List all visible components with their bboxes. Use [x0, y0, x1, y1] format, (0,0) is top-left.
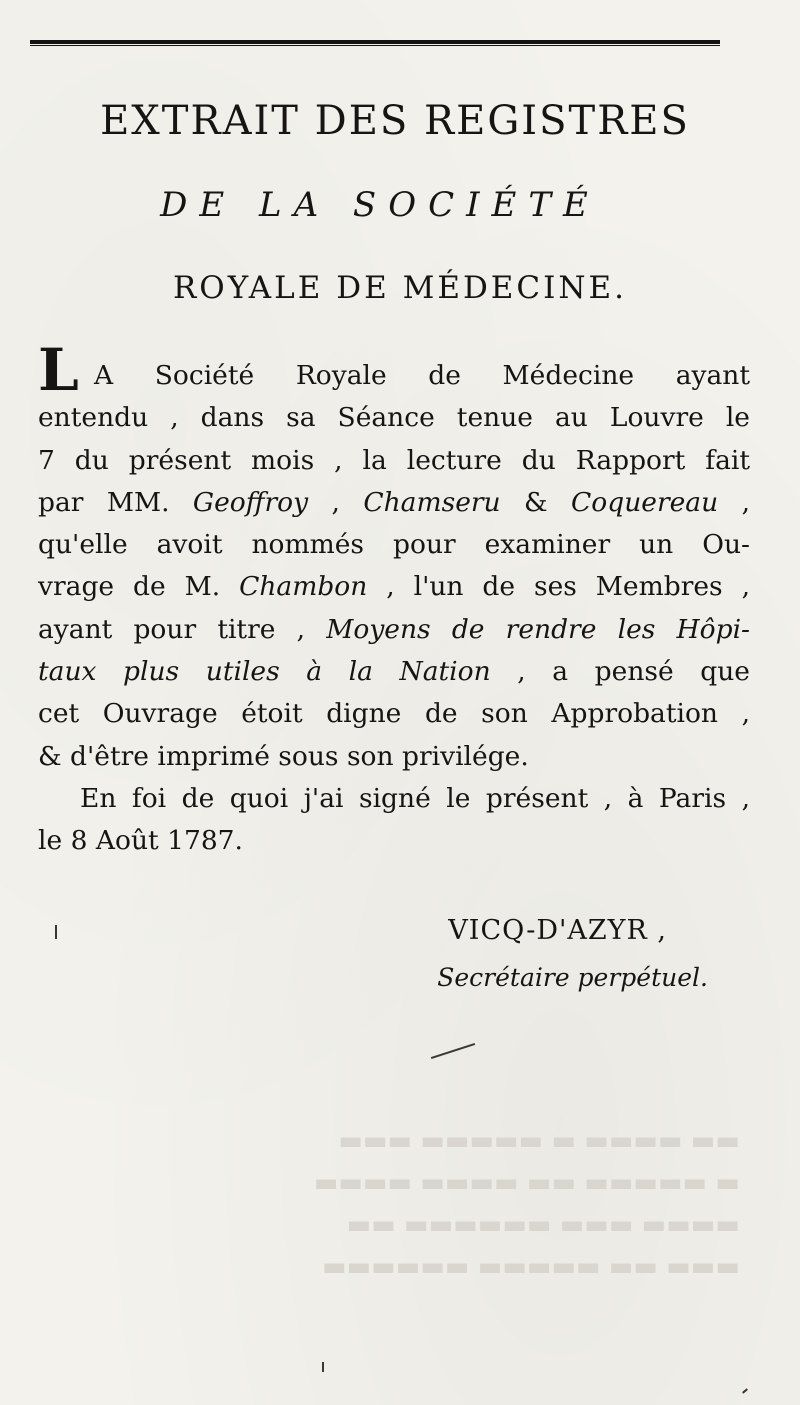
- heading-line-3: ROYALE DE MÉDECINE.: [172, 270, 628, 306]
- text-line-8: taux plus utiles à la Nation , a pensé que: [38, 656, 750, 688]
- text-line-2: entendu , dans sa Séance tenue au Louvre le: [38, 402, 750, 434]
- signature-name: VICQ-D'AZYR ,: [448, 915, 667, 946]
- body-paragraph: [38, 336, 750, 863]
- header-rule: [30, 40, 720, 46]
- signature-title: Secrétaire perpétuel.: [437, 963, 708, 992]
- text-line-4: par MM. Geoffroy , Chamseru & Coquereau ,: [38, 486, 750, 518]
- heading-line-1: EXTRAIT DES REGISTRES: [100, 98, 690, 144]
- ink-speck: [431, 1043, 475, 1059]
- text-line-11: En foi de quoi j'ai signé le présent , à Paris ,: [80, 782, 750, 814]
- drop-cap: L: [38, 336, 79, 404]
- text-line-3: 7 du présent mois , la lecture du Rapport fait: [38, 444, 750, 476]
- text-line-1: L A Société Royale de Médecine ayant: [38, 336, 750, 404]
- ink-speck: [742, 1388, 748, 1393]
- ink-speck: [55, 925, 57, 939]
- text-line-10: & d'être imprimé sous son privilége.: [38, 740, 529, 772]
- text-line-6: vrage de M. Chambon , l'un de ses Membres ,: [38, 571, 750, 603]
- ink-speck: [322, 1362, 324, 1372]
- show-through-texture: ▬▬ ▬▬▬▬ ▬ ▬▬▬▬▬ ▬▬▬ ▬ ▬▬▬▬▬ ▬▬ ▬▬▬▬ ▬▬▬▬ ▬▬▬▬ ▬▬▬ ▬▬▬▬▬▬ ▬▬ ▬▬▬ ▬▬ ▬▬▬▬▬ ▬▬▬▬▬▬: [313, 1126, 740, 1282]
- heading-line-2: DE LA SOCIÉTÉ: [160, 185, 600, 225]
- text-line-7: ayant pour titre , Moyens de rendre les Hôpi-: [38, 613, 750, 645]
- text-line-12: le 8 Août 1787.: [38, 825, 243, 857]
- text-line-9: cet Ouvrage étoit digne de son Approbation ,: [38, 698, 750, 730]
- text-line-5: qu'elle avoit nommés pour examiner un Ou-: [38, 529, 750, 561]
